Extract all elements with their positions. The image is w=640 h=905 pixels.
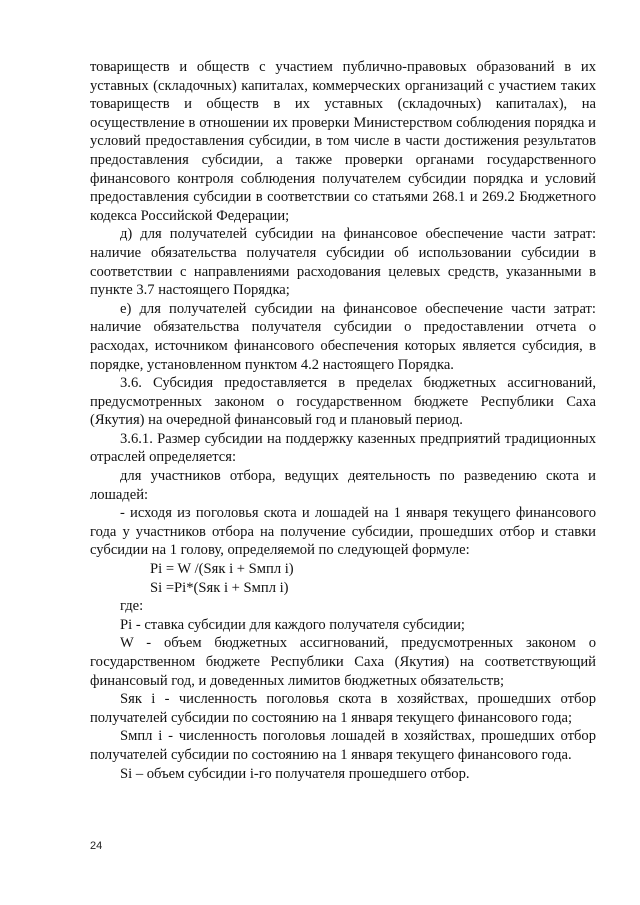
where-label: где: bbox=[120, 598, 144, 615]
paragraph-3-6-1: 3.6.1. Размер субсидии на поддержку казенных предприятий традиционных отраслей определяется: bbox=[90, 430, 596, 466]
paragraph-item-e: е) для получателей субсидии на финансовое обеспечение части затрат: наличие обязательства получателя субсидии о предоставлении отчета о расходах, источником финансового обеспечения которых является субсидия, в порядке, установленном пунктом 4.2 настоящего Порядка. bbox=[90, 300, 596, 373]
paragraph-item-d: д) для получателей субсидии на финансовое обеспечение части затрат: наличие обязательства получателя субсидии об использовании субсидии в соответствии с направлениями расходования целевых средств, указанными в пункте 3.7 настоящего Порядка; bbox=[90, 226, 596, 299]
paragraph-3-6: 3.6. Субсидия предоставляется в пределах бюджетных ассигнований, предусмотренных законом о государственном бюджете Республики Саха (Якутия) на очередной финансовый год и плановый период. bbox=[90, 375, 596, 429]
definition-si: Si – объем субсидии i-го получателя прошедшего отбор. bbox=[120, 765, 470, 782]
paragraph-participants: для участников отбора, ведущих деятельность по разведению скота и лошадей: bbox=[90, 468, 596, 503]
paragraph-based-on-livestock: - исходя из поголовья скота и лошадей на 1 января текущего финансового года у участников отбора на получение субсидии, прошедших отбор и ставки субсидии на 1 голову, определяемой по следующей формуле: bbox=[90, 505, 596, 559]
definition-w: W - объем бюджетных ассигнований, предусмотренных законом о государственном бюджете Республики Саха (Якутия) на соответствующий финансовый год, и доведенных лимитов бюджетных обязательств; bbox=[90, 635, 596, 689]
formula-subsidy: Si =Pi*(Sяк i + Sмпл i) bbox=[150, 579, 289, 596]
definition-s-horses: Sмпл i - численность поголовья лошадей в хозяйствах, прошедших отбор получателей субсидии по состоянию на 1 января текущего финансового года. bbox=[90, 728, 596, 763]
paragraph-continuation: товариществ и обществ с участием публично-правовых образований в их уставных (складочных) капиталах, коммерческих организаций с участием таких товариществ и обществ в их уставных (складочных) капиталах), на осуществление в отношении их проверки Министерством соблюдения порядка и условий предоставления субсидии, в том числе в части достижения результатов предоставления субсидии, а также проверки органами государственного финансового контроля соблюдения получателем субсидии порядка и условий предоставления субсидии в соответствии со статьями 268.1 и 269.2 Бюджетного кодекса Российской Федерации; bbox=[90, 59, 596, 224]
definition-s-cattle: Sяк i - численность поголовья скота в хозяйствах, прошедших отбор получателей субсидии по состоянию на 1 января текущего финансового года; bbox=[90, 691, 596, 726]
document-body bbox=[90, 58, 596, 783]
definition-pi: Pi - ставка субсидии для каждого получателя субсидии; bbox=[120, 616, 465, 633]
formula-rate: Pi = W /(Sяк i + Sмпл i) bbox=[150, 561, 294, 578]
page-number: 24 bbox=[90, 840, 103, 852]
